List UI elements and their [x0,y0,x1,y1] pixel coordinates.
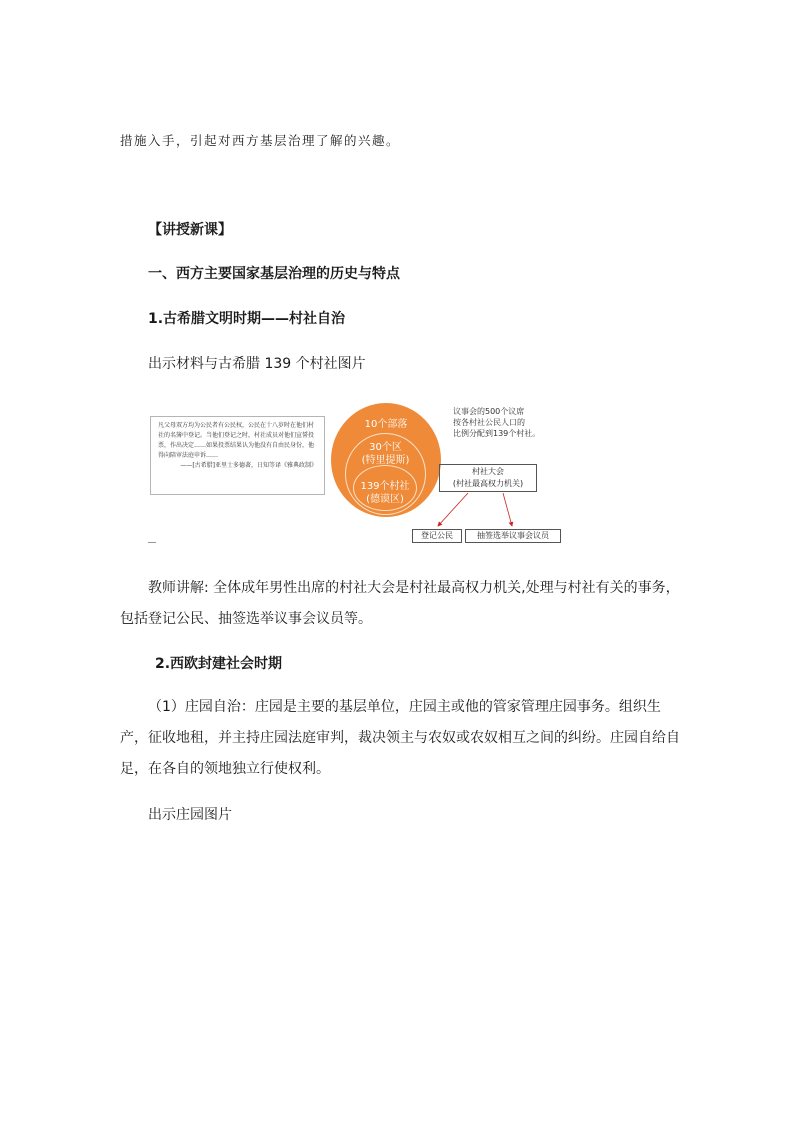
register-citizens-box: 登记公民 [412,529,462,543]
quote-source: ——[古希腊]亚里士多德著，日知等译《雅典政制》 [180,462,317,469]
council-note-line2: 按各村社公民人口的 [453,418,525,427]
heading-1-1: 1.古希腊文明时期——村社自治 [148,311,346,327]
council-note-line3: 比例分配到139个村社。 [453,429,541,438]
manor-paragraph: （1）庄园自治：庄园是主要的基层单位，庄园主或他的管家管理庄园事务。组织生产，征收地租，并主持庄园法庭审判，裁决领主与农奴或农奴相互之间的纠纷。庄园自给自足，在各自的领地独立行使权利。 [120,699,680,777]
council-note-line1: 议事会的500个议席 [453,407,525,416]
districts-label-line1: 30个区 [369,442,402,453]
assembly-arrows [148,403,568,548]
ancient-greek-village-figure [148,403,568,548]
arrow-to-register [438,493,468,526]
figure-corner-mark [148,542,156,543]
heading-1-2: 2.西欧封建社会时期 [155,656,283,672]
show-material-1: 出示材料与古希腊 139 个村社图片 [148,356,366,372]
villages-label-line1: 139个村社 [360,481,410,492]
quote-text: 凡父母双方均为公民者有公民权，公民在十八岁时在他们村社的名簿中登记。当他们登记之时，村社成员对他们宣誓投票，作出决定……如果投票结果认为他没有自由民身份，他得向陪审法庭申诉…… [158,422,315,459]
tribes-label: 10个部落 [364,419,408,430]
districts-label-line2: (特里提斯) [361,455,410,466]
villages-label-line2: (德谟区) [366,494,404,505]
assembly-subtitle: (村社最高权力机关) [452,479,524,488]
teacher-explanation: 教师讲解: 全体成年男性出席的村社大会是村社最高权力机关,处理与村社有关的事务，包括登记公民、抽签选举议事会议员等。 [120,580,680,627]
assembly-title: 村社大会 [472,467,504,476]
heading-1: 一、西方主要国家基层治理的历史与特点 [148,266,400,282]
section-bracket: 【讲授新课】 [148,222,232,238]
arrow-to-lottery [503,493,512,526]
show-material-2: 出示庄园图片 [148,807,232,823]
intro-line: 措施入手，引起对西方基层治理了解的兴趣。 [120,133,401,148]
lottery-election-box: 抽签选举议事会议员 [465,529,561,543]
